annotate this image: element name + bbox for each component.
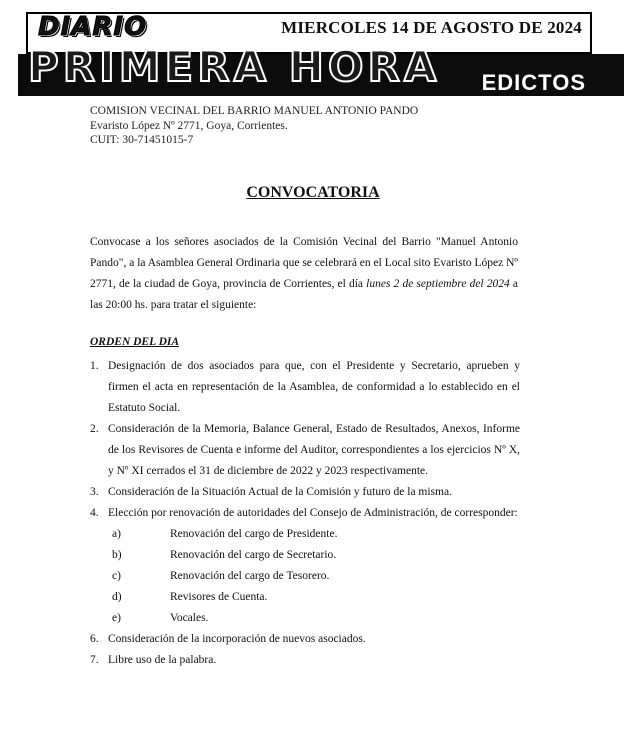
intro-text-end: a las 20:00 hs. para tratar el siguiente: bbox=[90, 278, 518, 311]
intro-text: Convocase a los señores asociados de la Comisión Vecinal del Barrio "Manuel Antonio Pando", a la Asamblea General Ordinaria que se celebrará en el Local sito Evaristo López Nº 2771, de la ciudad de Goya, provincia de Corrientes, el día bbox=[90, 236, 518, 290]
subitem-letter: e) bbox=[112, 612, 121, 624]
agenda-item-number: 2. bbox=[90, 423, 99, 435]
agenda-item bbox=[90, 356, 520, 419]
masthead bbox=[0, 0, 626, 100]
subitem-letter: c) bbox=[112, 570, 121, 582]
agenda-item-number: 3. bbox=[90, 486, 99, 498]
subitem-text: Renovación del cargo de Tesorero. bbox=[170, 570, 330, 582]
agenda-subitem bbox=[112, 566, 520, 587]
agenda-item bbox=[90, 419, 520, 482]
agenda-item bbox=[90, 629, 520, 650]
agenda-list bbox=[90, 356, 520, 671]
agenda-subitem bbox=[112, 587, 520, 608]
masthead-diario-logo: DIARIO bbox=[38, 12, 148, 42]
sender-block bbox=[90, 104, 418, 148]
subitem-letter: b) bbox=[112, 549, 122, 561]
subitem-text: Renovación del cargo de Presidente. bbox=[170, 528, 338, 540]
agenda-item bbox=[90, 650, 520, 671]
agenda-title: ORDEN DEL DIA bbox=[90, 336, 180, 348]
intro-paragraph bbox=[90, 232, 518, 316]
sender-address: Evaristo López Nº 2771, Goya, Corrientes. bbox=[90, 119, 288, 132]
sender-name: COMISION VECINAL DEL BARRIO MANUEL ANTONIO PANDO bbox=[90, 105, 419, 117]
sender-cuit: CUIT: 30-71451015-7 bbox=[90, 134, 194, 146]
subitem-text: Vocales. bbox=[170, 612, 209, 624]
intro-date: lunes 2 de septiembre del 2024 bbox=[366, 278, 510, 290]
agenda-item-text: Elección por renovación de autoridades del Consejo de Administración, de corresponder: bbox=[108, 507, 518, 519]
subitem-letter: d) bbox=[112, 591, 122, 603]
subitem-text: Renovación del cargo de Secretario. bbox=[170, 549, 337, 561]
agenda-item-text: Consideración de la Situación Actual de la Comisión y futuro de la misma. bbox=[108, 486, 452, 498]
agenda-subitem bbox=[112, 545, 520, 566]
agenda-item bbox=[90, 503, 520, 524]
agenda-item-text: Designación de dos asociados para que, con el Presidente y Secretario, aprueben y firmen el acta en representación de la Asamblea, de conformidad a lo establecido en el Estatuto Social. bbox=[108, 360, 520, 414]
publication-date: MIERCOLES 14 DE AGOSTO DE 2024 bbox=[281, 18, 582, 37]
subitem-text: Revisores de Cuenta. bbox=[170, 591, 268, 603]
agenda-item-text: Consideración de la Memoria, Balance General, Estado de Resultados, Anexos, Informe de los Revisores de Cuenta e informe del Auditor, correspondientes a los ejercicios Nº X, y Nº XI cerrados el 31 de diciembre de 2022 y 2023 respectivamente. bbox=[108, 423, 520, 477]
agenda-item-number: 1. bbox=[90, 360, 99, 372]
section-label: EDICTOS bbox=[481, 70, 586, 95]
agenda-item-text: Libre uso de la palabra. bbox=[108, 654, 217, 666]
document-title: CONVOCATORIA bbox=[246, 184, 380, 201]
agenda-item-number: 4. bbox=[90, 507, 99, 519]
masthead-name-logo: PRIMERA HORA bbox=[28, 42, 441, 91]
agenda-item-number: 7. bbox=[90, 654, 99, 666]
agenda-subitem bbox=[112, 608, 520, 629]
subitem-letter: a) bbox=[112, 528, 121, 540]
agenda-item-text: Consideración de la incorporación de nuevos asociados. bbox=[108, 633, 366, 645]
agenda-item bbox=[90, 482, 520, 503]
agenda-subitem bbox=[112, 524, 520, 545]
agenda-item-number: 6. bbox=[90, 633, 99, 645]
